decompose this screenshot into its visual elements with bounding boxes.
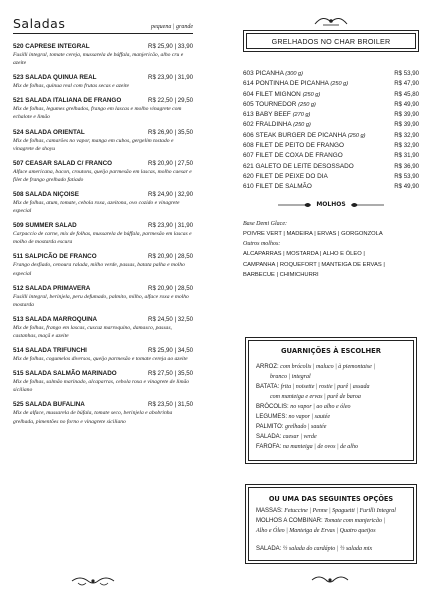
grelhado-item [243,100,419,110]
ornament-flourish-icon [310,573,350,587]
salad-name: 523 SALADA QUINUA REAL [13,74,97,82]
grelhado-name: 610 FILET DE SALMÃO [243,183,312,191]
salad-name: 508 SALADA NIÇOISE [13,190,79,198]
grelhado-price: R$ 32,90 [394,142,419,150]
grelhado-price: R$ 53,90 [394,172,419,180]
grelhado-name: 614 PONTINHA DE PICANHA [243,80,329,88]
grelhado-price: R$ 31,90 [394,152,419,160]
salad-price: R$ 22,50 | 29,50 [148,97,193,105]
grelhado-weight: (270 g) [292,112,311,119]
grelhado-name: 605 TOURNEDOR [243,100,297,108]
salad-item-row [13,285,193,292]
grelhado-price: R$ 39,90 [394,111,419,119]
saladas-divider [13,33,193,34]
salad-item [13,129,193,153]
salad-description: Carpaccio de carne, mix de folhas, mussarela de búffala, parmesão em lascas e molho de mostarda escura [13,231,192,246]
guarnicao-key: SALADA: [256,434,282,440]
salad-name: 521 SALADA ITALIANA DE FRANGO [13,97,122,105]
grelhado-item [243,120,419,130]
molhos-outros-label: Outros molhos: [243,241,281,248]
grelhado-item [243,151,419,161]
salad-item [13,316,193,340]
guarnicao-key: LEGUMES: [256,414,288,420]
guarnicao-key: BRÓCOLIS: [256,404,289,410]
salad-item-row [13,160,193,167]
grelhado-item [243,110,419,120]
grelhados-title: GRELHADOS NO CHAR BROILER [271,37,391,46]
salad-item-row [13,129,193,136]
grelhado-label [243,90,320,100]
salad-item-row [13,316,193,323]
salad-name: 514 SALADA TRIFUNCHI [13,347,87,355]
grelhado-name: 613 BABY BEEF [243,111,291,119]
grelhado-name: 620 FILET DE PEIXE DO DIA [243,172,328,180]
grelhados-list [243,69,419,193]
grelhado-item [243,79,419,89]
salad-price: R$ 24,90 | 32,90 [148,190,193,198]
grelhado-item [243,69,419,79]
salad-item [13,74,193,90]
salad-price: R$ 20,90 | 28,50 [148,284,193,292]
grelhado-label [243,110,310,120]
grelhado-name: 607 FILET DE COXA DE FRANGO [243,152,343,160]
salad-item-row [13,401,193,408]
grelhado-label [243,182,312,192]
guarnicao-value: no vapor | ao alho e óleo [290,404,351,410]
molhos-base-label: Base Demi Glace: [243,220,287,227]
grelhado-item [243,172,419,182]
salad-description: Mix de folhas, frango em lascas, cuscuz marroquino, damasco, passas, castanhas, maçã e azeite [13,324,172,339]
grelhado-label [243,172,328,182]
guarnicao-value: com manteiga e ervas | purê de baroa [270,394,361,400]
guarnicao-value: branco | integral [270,374,311,380]
molhos-base-items: POIVRE VERT | MADEIRA | ERVAS | GORGONZOLA [243,230,383,237]
salad-item [13,97,193,121]
opcao-key: MOLHOS A COMBINAR: [256,518,323,524]
grelhado-name: 621 GALETO DE LEITE DESOSSADO [243,162,354,170]
salad-price: R$ 27,50 | 35,50 [148,370,193,378]
grelhado-price: R$ 47,90 [394,80,419,88]
salad-price: R$ 26,90 | 35,50 [148,128,193,136]
grelhado-label [243,141,344,151]
grelhado-weight: (300 g) [285,71,304,77]
guarnicoes-box [245,337,417,464]
grelhado-price: R$ 49,90 [394,183,419,191]
grelhado-price: R$ 36,90 [394,162,419,170]
salad-item-row [13,43,193,50]
grelhado-name: 606 STEAK BURGER DE PICANHA [243,131,346,139]
guarnicao-key: ARROZ: [256,364,279,370]
molhos-outros-line: ALCAPARRAS | MOSTARDA | ALHO E ÓLEO | [243,251,365,258]
guarnicao-key: PALMITO: [256,424,284,430]
grelhado-label [243,79,348,89]
salad-item [13,370,193,394]
opcao-key: SALADA: [256,546,282,552]
salad-description: Fusilli integral, berinjela, peru defumado, palmito, milho, alface roxa e molho mostarda [13,293,189,308]
salad-price: R$ 20,90 | 28,50 [148,253,193,261]
ornament-left-icon [278,201,312,209]
guarnicao-value: com brócolis | maluco | à piemontaise | [280,364,375,370]
salad-name: 525 SALADA BUFALINA [13,401,85,409]
guarnicao-key: BATATA: [256,384,280,390]
salad-name: 520 CAPRESE INTEGRAL [13,43,90,50]
grelhado-label [243,162,354,172]
salad-price: R$ 25,90 | 34,50 [148,347,193,355]
salad-description: Mix de folhas, legumes grelhados, frango em lascas e molho vinagrete com echalote e limão [13,106,182,121]
grelhado-item [243,162,419,172]
grelhado-weight: (250 g) [330,81,349,88]
salad-description: Mix de folhas, atum, tomate, cebola roxa, azeitona, ovo cozido e vinagrete especial [13,199,180,215]
grelhado-price: R$ 39,90 [394,121,419,129]
salad-name: 509 SUMMER SALAD [13,222,77,230]
opcao-value: Tomate com manjericão | [324,518,386,524]
guarnicao-value: na manteiga | de ovos | de alho [282,444,358,450]
guarnicao-value: caesar | verde [282,434,317,440]
grelhado-label [243,69,303,79]
salad-price: R$ 24,50 | 32,50 [148,315,193,323]
grelhado-name: 603 PICANHA [243,70,284,77]
grelhado-price: R$ 45,80 [394,90,419,98]
salad-item-row [13,253,193,260]
salad-price: R$ 23,90 | 31,90 [148,222,193,230]
ornament-right-icon [350,201,384,209]
grelhado-item [243,182,419,192]
salad-price: R$ 20,90 | 27,50 [148,159,193,167]
salad-price: R$ 23,90 | 31,90 [148,74,193,82]
guarnicoes-title: GUARNIÇÕES À ESCOLHER [280,347,382,355]
salad-description: Alface americana, bacon, croutons, queijo parmesão em lascas, molho caesar e filet de frango grelhado fatiado [13,168,192,183]
ornament-flourish-icon [311,12,351,28]
salad-price: R$ 25,90 | 33,90 [148,43,193,50]
guarnicao-value: no vapor | sautée [288,414,330,420]
opcoes-title: OU UMA DAS SEGUINTES OPÇÕES [268,495,394,503]
opcoes-box [245,484,417,564]
salad-item-row [13,370,193,377]
salad-item-row [13,347,193,354]
salad-name: 507 CEASAR SALAD C/ FRANCO [13,159,113,167]
grelhado-name: 608 FILET DE PEITO DE FRANGO [243,142,344,150]
grelhado-price: R$ 53,90 [394,70,419,77]
molhos-list [243,219,419,281]
opcao-value: ½ salada do cardápio | ½ salada mix [282,546,373,552]
grelhado-price: R$ 32,90 [394,131,419,139]
salad-item [13,253,193,277]
grelhados-section [243,12,419,280]
saladas-title: Saladas [13,16,66,31]
salad-description: Mix de folhas, quinua real com frutas secas e azeite [13,83,129,90]
opcao-value: Fetuccine | Penne | Spaguetti | Furilli Integral [284,508,396,514]
salad-name: 512 SALADA PRIMAVERA [13,284,91,292]
molhos-outros-line: BARBECUE | CHIMICHURRI [243,272,319,279]
salad-description: Mix de folhas, camarões no vapor, manga em cubos, gergelim tostado e vinagrete de shoyu [13,137,174,152]
salad-item [13,191,193,215]
guarnicao-value: frita | noisette | rostie | purê | assada [280,384,370,390]
ornament-flourish-icon [70,574,116,588]
opcoes-list [256,506,408,554]
salad-item-row [13,222,193,229]
guarnicoes-list [256,362,408,452]
salad-description: Mix de folhas, cogumelos diversos, queijo parmesão e tomate cereja ao azeite [13,356,188,363]
salad-item-row [13,191,193,198]
salad-item [13,222,193,246]
salad-item [13,43,193,67]
salad-name: 524 SALADA ORIENTAL [13,128,85,136]
saladas-section [13,16,193,426]
grelhado-label [243,120,311,130]
salad-item [13,347,193,363]
grelhado-label [243,100,316,110]
salad-item [13,285,193,309]
grelhado-item [243,131,419,141]
grelhado-item [243,90,419,100]
grelhado-label [243,151,343,161]
grelhado-name: 604 FILET MIGNON [243,90,301,98]
salad-item-row [13,74,193,81]
salad-name: 513 SALADA MARROQUINA [13,315,98,323]
grelhado-price: R$ 49,90 [394,100,419,108]
grelhado-weight: (250 g) [347,132,366,139]
molhos-title: MOLHOS [316,201,346,209]
salad-name: 515 SALADA SALMÃO MARINADO [13,370,117,378]
salad-list [13,43,193,426]
molhos-header [243,201,419,209]
grelhado-label [243,131,366,141]
molhos-outros-line: CAMPANHA | ROQUEFORT | MANTEIGA DE ERVAS | [243,261,385,268]
salad-item [13,160,193,184]
salad-description: Frango desfiado, cenoura ralada, milho verde, passas, batata palha e molho especial [13,262,185,277]
grelhado-weight: (250 g) [293,122,311,129]
opcao-value: Alho e Óleo | Manteiga de Ervas | Quatro queijos [256,528,376,534]
guarnicao-value: grelhado | sautée [284,424,327,430]
salad-item [13,401,193,425]
salad-description: Mix de folhas, salmão marinado, alcaparras, cebola roxa e vinagrete de limão siciliano [13,379,190,394]
opcao-key: MASSAS: [256,508,283,514]
guarnicao-key: FAROFA: [256,444,282,450]
salad-price: R$ 23,50 | 31,50 [148,401,193,409]
saladas-size-labels: pequena | grande [151,24,193,30]
grelhado-weight: (250 g) [302,91,321,98]
salad-item-row [13,97,193,104]
grelhado-weight: (250 g) [298,101,316,108]
grelhado-item [243,141,419,151]
grelhado-name: 602 FRALDINHA [243,121,292,129]
salad-description: Mix de alface, mussarela de búfala, tomate seco, berinjela e abobrinha grelhada, pimentões no forno e vinagrete siciliano [13,410,173,425]
salad-description: Fusilli integral, tomate cereja, mussarela de búffala, manjericão, alho cru e azeite [13,52,184,67]
saladas-header [13,16,193,31]
salad-name: 511 SALPICÃO DE FRANCO [13,253,97,261]
grelhados-title-frame [243,30,419,52]
